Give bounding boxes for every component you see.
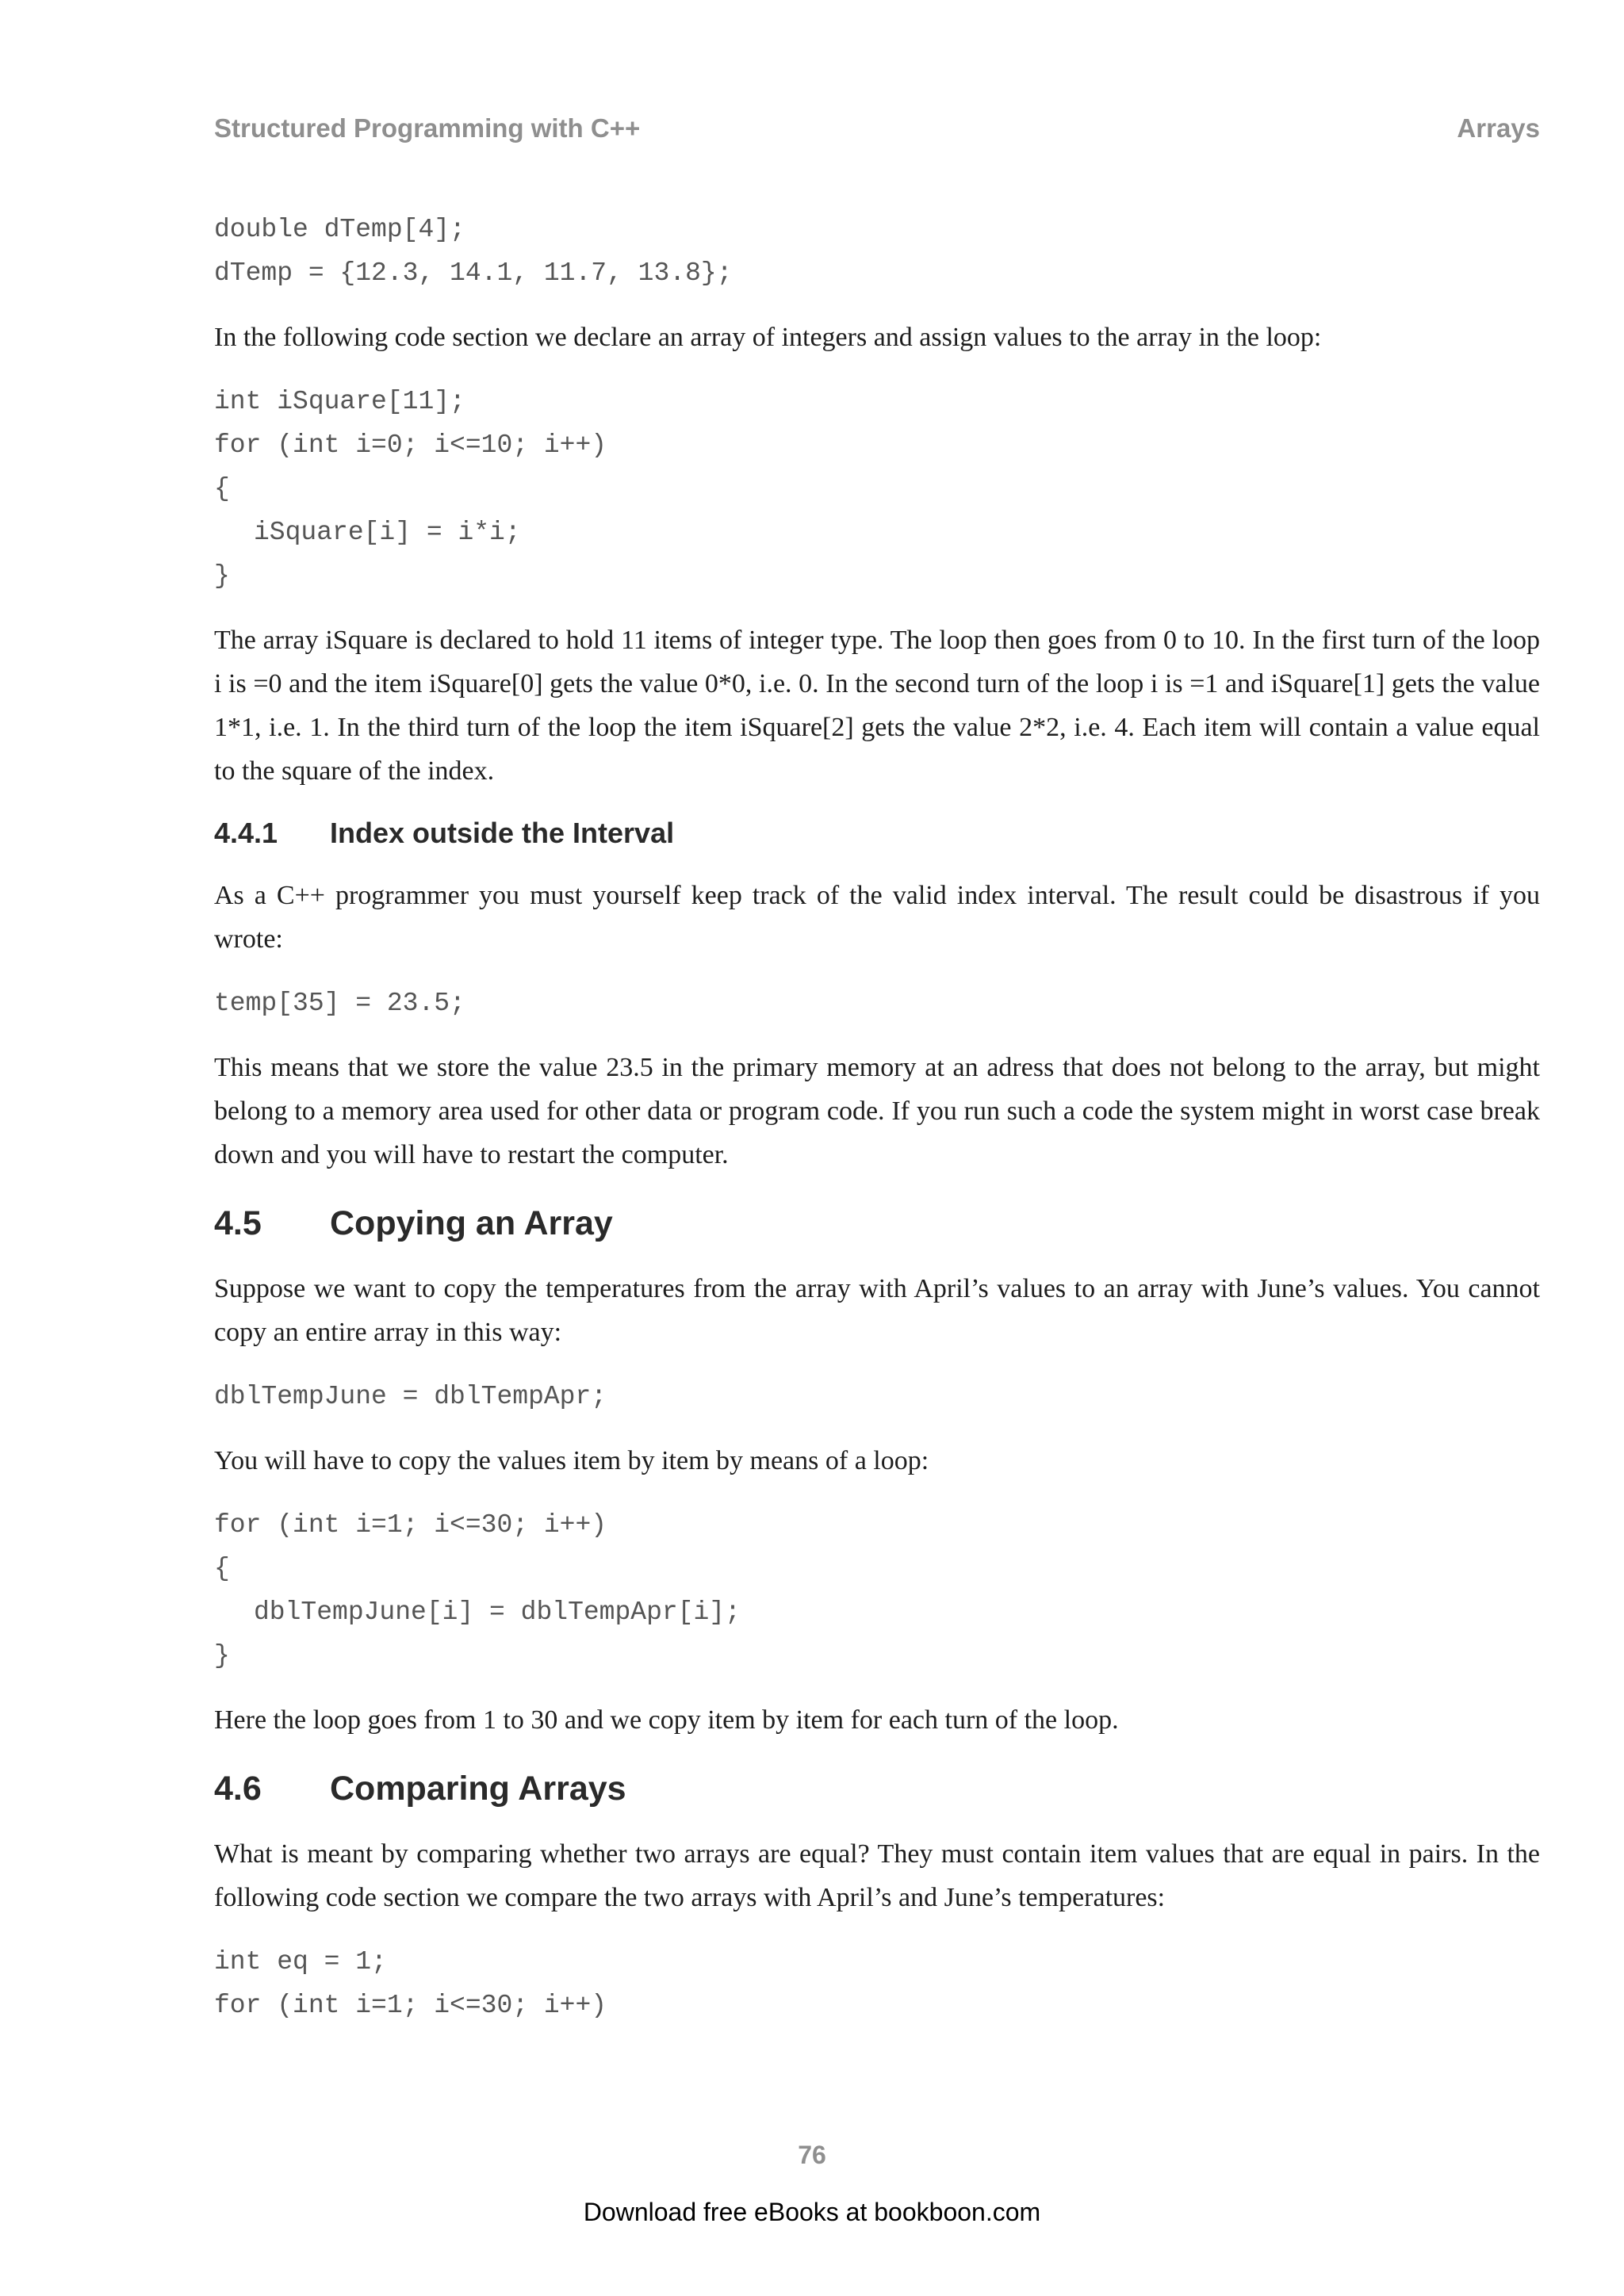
paragraph-copy-loop-explanation: Here the loop goes from 1 to 30 and we copy item by item for each turn of the loop. — [214, 1705, 1119, 1735]
code-block-dtemp — [214, 208, 1540, 295]
code-block-isquare — [214, 380, 1540, 598]
running-header — [214, 113, 1540, 148]
code-line: for (int i=0; i<=10; i++) — [214, 430, 607, 460]
section-heading-4-5 — [214, 1200, 1540, 1246]
page-number: 76 — [798, 2141, 826, 2169]
download-ebooks-link[interactable]: Download free eBooks at bookboon.com — [583, 2198, 1041, 2226]
code-line: dTemp = {12.3, 14.1, 11.7, 13.8}; — [214, 258, 733, 288]
paragraph-isquare-explanation: The array iSquare is declared to hold 11 items of integer type. The loop then goes from 0 to 10. In the first turn of the loop i is =0 and the item iSquare[0] gets the value 0*0, i.e. 0. In the second turn of the loop i is =1 and iSquare[1] gets the value 1*1, i.e. 1. In the third turn of the loop the item iSquare[2] gets the value 2*2, i.e. 4. Each item will contain a value equal to the square of the index. — [214, 626, 1540, 786]
subsection-heading-4-4-1 — [214, 813, 1540, 853]
section-number: 4.5 — [214, 1204, 262, 1242]
code-line: { — [214, 474, 230, 503]
paragraph-copy-intro: Suppose we want to copy the temperatures from the array with April’s values to an array with June’s values. You cannot copy an entire array in this way: — [214, 1274, 1540, 1347]
code-line: int iSquare[11]; — [214, 387, 465, 416]
section-title: Comparing Arrays — [330, 1770, 626, 1808]
section-title: Copying an Array — [330, 1204, 613, 1242]
code-block-temp35 — [214, 982, 1540, 1025]
section-number: 4.6 — [214, 1770, 262, 1808]
code-line: } — [214, 1641, 230, 1670]
section-heading-4-6 — [214, 1766, 1540, 1812]
code-line: { — [214, 1554, 230, 1583]
paragraph-index-interval: As a C++ programmer you must yourself keep track of the valid index interval. The result could be disastrous if you wrote: — [214, 881, 1540, 954]
code-block-assign-array — [214, 1375, 1540, 1418]
code-line: iSquare[i] = i*i; — [254, 518, 521, 547]
code-block-compare — [214, 1940, 1540, 2027]
paragraph-array-loop-intro: In the following code section we declare an array of integers and assign values to the array in the loop: — [214, 323, 1322, 352]
code-line: double dTemp[4]; — [214, 215, 465, 244]
book-title: Structured Programming with C++ — [214, 113, 641, 143]
subsection-number: 4.4.1 — [214, 817, 278, 849]
code-line: for (int i=1; i<=30; i++) — [214, 1510, 607, 1540]
chapter-title: Arrays — [1457, 113, 1540, 143]
paragraph-compare-intro: What is meant by comparing whether two arrays are equal? They must contain item values that are equal in pairs. In the following code section we compare the two arrays with April’s and June’s temperatures: — [214, 1839, 1540, 1912]
paragraph-memory-warning: This means that we store the value 23.5 in the primary memory at an adress that does not belong to the array, but might belong to a memory area used for other data or program code. If you run such a code the system might in worst case break down and you will have to restart the computer. — [214, 1053, 1540, 1169]
code-line: for (int i=1; i<=30; i++) — [214, 1991, 607, 2020]
code-block-copy-loop — [214, 1503, 1540, 1678]
code-line: } — [214, 561, 230, 591]
code-line: dblTempJune = dblTempApr; — [214, 1382, 607, 1411]
paragraph-copy-loop-intro: You will have to copy the values item by item by means of a loop: — [214, 1446, 929, 1475]
code-line: int eq = 1; — [214, 1947, 387, 1976]
subsection-title: Index outside the Interval — [330, 817, 675, 849]
code-line: dblTempJune[i] = dblTempApr[i]; — [254, 1598, 741, 1627]
page-body — [214, 208, 1540, 2027]
code-line: temp[35] = 23.5; — [214, 989, 465, 1018]
